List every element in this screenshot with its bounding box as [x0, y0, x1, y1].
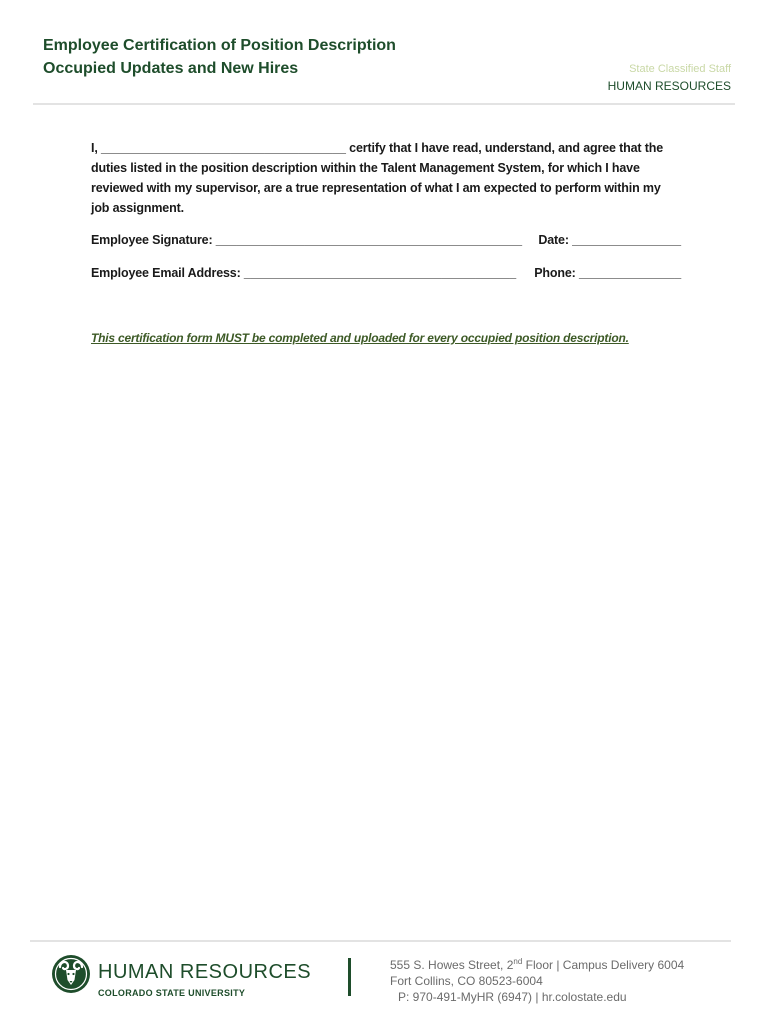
signature-row: [91, 230, 681, 250]
email-row: [91, 263, 681, 283]
document-subtitle: Occupied Updates and New Hires: [43, 60, 299, 77]
employee-signature-field: Employee Signature: _____________________________________________: [91, 233, 522, 247]
footer-address-line-1: [390, 954, 684, 973]
footer-org-name: HUMAN RESOURCES: [98, 961, 312, 983]
address-street: 555 S. Howes Street, 2: [390, 958, 514, 972]
document-title: Employee Certification of Position Description: [43, 37, 396, 54]
footer-university-name: COLORADO STATE UNIVERSITY: [98, 988, 246, 998]
certification-statement: I, ____________________________________ certify that I have read, understand, and agree that the duties listed in the position description within the Talent Management System, for which I have reviewed with my supervisor, are a true representation of what I am expected to perform within my job assignment.: [91, 141, 664, 215]
footer-address-line-2: Fort Collins, CO 80523-6004: [390, 974, 543, 988]
footer-contact-line: P: 970-491-MyHR (6947) | hr.colostate.edu: [398, 990, 627, 1004]
footer-address-block: [390, 954, 684, 1005]
csu-ram-logo-icon: [51, 954, 91, 994]
address-floor-suffix: nd: [513, 957, 523, 966]
address-campus-delivery: Floor | Campus Delivery 6004: [522, 958, 685, 972]
staff-type-label: State Classified Staff: [629, 63, 731, 75]
employee-email-field: Employee Email Address: ________________________________________: [91, 266, 517, 280]
phone-field: Phone: _______________: [534, 266, 681, 280]
certification-section: [91, 138, 681, 283]
department-label: HUMAN RESOURCES: [607, 79, 731, 93]
header-department-block: [608, 62, 731, 95]
footer-divider: [30, 940, 731, 942]
header-divider: [33, 103, 735, 105]
upload-requirement-notice: This certification form MUST be completed and uploaded for every occupied position description.: [91, 331, 629, 345]
footer-separator: [348, 958, 351, 996]
date-field: Date: ________________: [538, 233, 681, 247]
